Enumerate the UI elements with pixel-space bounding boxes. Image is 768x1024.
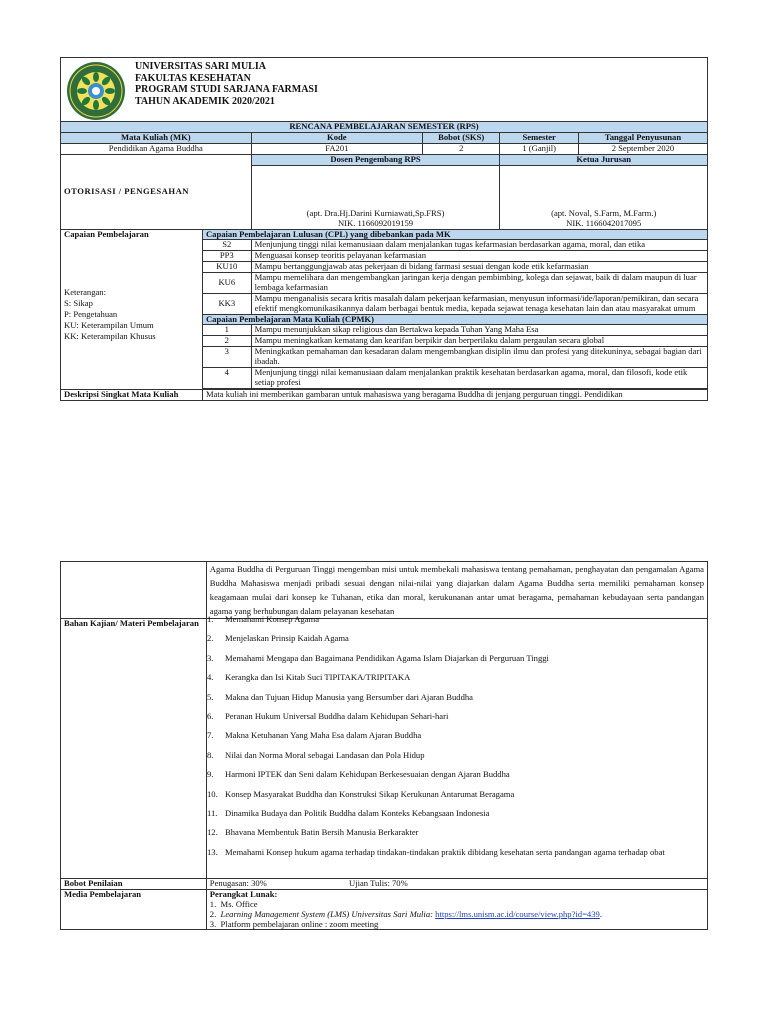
- bobot-penugasan: Penugasan: 30%: [209, 878, 267, 888]
- bobot-ujian: Ujian Tulis: 70%: [349, 878, 408, 888]
- course-sks: 2: [423, 143, 500, 154]
- legend-item: P: Pengetahuan: [64, 309, 118, 320]
- cpl-text: Menjunjung tinggi nilai kemanusiaan dalam menjalankan tugas kefarmasian berdasarkan agama, moral, dan etika: [251, 240, 707, 251]
- dosen-name: (apt. Dra.Hj.Darini Kurniawati,Sp.FRS): [306, 207, 445, 218]
- bahan-item-text: Bhavana Membentuk Batin Bersih Manusia Berkarakter: [225, 827, 419, 838]
- cpmk-text: Mampu menunjukkan sikap religious dan Bertakwa kepada Tuhan Yang Maha Esa: [251, 325, 707, 336]
- capaian-label-cell: [61, 229, 203, 389]
- media-label: Media Pembelajaran: [61, 889, 207, 930]
- ketua-nik: NIK. 1166042017095: [566, 217, 642, 228]
- bahan-item-text: Memahami Konsep Agama: [225, 614, 320, 624]
- cpl-text: Mampu memelihara dan mengembangkan jaringan kerja dengan pembimbing, kolega dan sejawat, baik di dalam maupun di luar lembaga kefarmasian: [251, 273, 707, 294]
- rps-table-page1: [60, 57, 708, 401]
- bahan-item-number: 5.: [207, 691, 214, 702]
- bahan-item-number: 9.: [207, 769, 214, 780]
- bahan-item: [207, 672, 705, 682]
- dosen-header: Dosen Pengembang RPS: [251, 154, 500, 165]
- ketua-signature-box: [500, 165, 708, 229]
- cpmk-code: 4: [202, 367, 251, 388]
- otorisasi-text: OTORISASI / PENGESAHAN: [64, 185, 189, 196]
- bahan-item: [207, 692, 705, 702]
- deskripsi-label: Deskripsi Singkat Mata Kuliah: [61, 389, 203, 400]
- cpmk-code: 3: [202, 347, 251, 368]
- bahan-item-text: Harmoni IPTEK dan Seni dalam Kehidupan Berkesesuaian dengan Ajaran Buddha: [225, 769, 510, 780]
- bahan-item-number: 8.: [207, 749, 214, 760]
- cpmk-code: 1: [202, 325, 251, 336]
- col-header-mk: Mata Kuliah (MK): [61, 132, 252, 143]
- ketua-name: (apt. Noval, S.Farm, M.Farm.): [551, 207, 657, 218]
- bahan-item-text: Memahami Konsep hukum agama terhadap tindakan-tindakan praktik dibidang kesehatan serta pandangan agama terhadap obat: [225, 846, 665, 857]
- course-semester: 1 (Ganjil): [500, 143, 579, 154]
- bahan-item-number: 2.: [207, 633, 214, 644]
- ketua-header: Ketua Jurusan: [500, 154, 708, 165]
- col-header-bobot: Bobot (SKS): [423, 132, 500, 143]
- cpl-text: Menguasai konsep teoritis pelayanan kefarmasian: [251, 251, 707, 262]
- bahan-item-number: 10.: [207, 788, 218, 799]
- faculty-name: FAKULTAS KESEHATAN: [135, 72, 251, 84]
- bahan-item-number: 1.: [207, 614, 214, 624]
- bahan-item-number: 6.: [207, 711, 214, 721]
- bahan-item-number: 4.: [207, 672, 214, 683]
- legend-item: KU: Keterampilan Umum: [64, 320, 154, 331]
- bahan-item-text: Peranan Hukum Universal Buddha dalam Kehidupan Sehari-hari: [225, 711, 449, 721]
- bahan-item-text: Makna Ketuhanan Yang Maha Esa dalam Ajaran Buddha: [225, 730, 422, 741]
- legend: [64, 287, 199, 342]
- bahan-item: [207, 750, 705, 760]
- col-header-kode: Kode: [251, 132, 422, 143]
- cpmk-text: Mampu meningkatkan kematang dan kearifan berpikir dan berperilaku dalam pergaulan secara global: [251, 336, 707, 347]
- legend-item: KK: Keterampilan Khusus: [64, 331, 156, 342]
- cpl-code: KK3: [202, 293, 251, 314]
- dosen-signature-box: [251, 165, 500, 229]
- bobot-label: Bobot Penilaian: [61, 879, 207, 890]
- rps-title: RENCANA PEMBELAJARAN SEMESTER (RPS): [61, 122, 708, 133]
- course-date: 2 September 2020: [578, 143, 707, 154]
- university-name: UNIVERSITAS SARI MULIA: [135, 61, 266, 72]
- cpmk-header: Capaian Pembelajaran Mata Kuliah (CPMK): [202, 314, 707, 325]
- bahan-item-number: 7.: [207, 730, 214, 741]
- bahan-item-text: Memahami Mengapa dan Bagaimana Pendidikan Agama Islam Diajarkan di Perguruan Tinggi: [225, 652, 549, 663]
- cpl-code: S2: [202, 240, 251, 251]
- bahan-item: [207, 614, 705, 624]
- bahan-item: [207, 769, 705, 779]
- bahan-item-text: Dinamika Budaya dan Politik Buddha dalam Konteks Kebangsaan Indonesia: [225, 808, 490, 818]
- cpmk-text: Menjunjung tinggi nilai kemanusiaan dalam menjalankan praktik kesehatan berdasarkan agama, moral, dan filosofi, kode etik setiap profesi: [251, 367, 707, 388]
- bahan-item-number: 13.: [207, 846, 218, 857]
- bahan-item-text: Kerangka dan Isi Kitab Suci TIPITAKA/TRIPITAKA: [225, 672, 411, 683]
- cpl-code: KU10: [202, 262, 251, 273]
- deskripsi-label-cont: [61, 562, 207, 619]
- bahan-label: Bahan Kajian/ Materi Pembelajaran: [61, 619, 207, 879]
- media-cell: [206, 889, 707, 930]
- program-name: PROGRAM STUDI SARJANA FARMASI: [135, 84, 318, 95]
- cpmk-text: Meningkatkan pemahaman dan kesadaran dalam mengembangkan disiplin ilmu dan profesi yang ditekuninya, sebagai bagian dari ibadah.: [251, 347, 707, 368]
- legend-title: Keterangan:: [64, 287, 106, 298]
- bahan-item: [207, 711, 705, 721]
- lms-link[interactable]: https://lms.unism.ac.id/course/view.php?id=439: [435, 908, 600, 919]
- bahan-item-text: Makna dan Tujuan Hidup Manusia yang Bersumber dari Ajaran Buddha: [225, 691, 473, 702]
- bahan-item: [207, 847, 705, 857]
- academic-year: TAHUN AKADEMIK 2020/2021: [135, 95, 275, 107]
- cpl-code: KU6: [202, 273, 251, 294]
- course-code: FA201: [251, 143, 422, 154]
- media-item: 2. Learning Management System (LMS) Universitas Sari Mulia: https://lms.unism.ac.id/course/view.php?id=439.: [209, 908, 602, 919]
- col-header-tanggal: Tanggal Penyusunan: [578, 132, 707, 143]
- bahan-item: [207, 808, 705, 818]
- cpl-code: PP3: [202, 251, 251, 262]
- deskripsi-text-part1: Mata kuliah ini memberikan gambaran untuk mahasiswa yang beragama Buddha di jenjang perguruan tinggi. Pendidikan: [202, 389, 707, 400]
- media-item: 3. Platform pembelajaran online : zoom meeting: [209, 918, 379, 929]
- media-item: 1. Ms. Office: [209, 898, 258, 909]
- bahan-item-number: 3.: [207, 652, 214, 663]
- col-header-semester: Semester: [500, 132, 579, 143]
- capaian-label: Capaian Pembelajaran: [64, 228, 149, 239]
- bahan-item-number: 12.: [207, 827, 218, 838]
- institution-header: [61, 58, 708, 122]
- cpmk-code: 2: [202, 336, 251, 347]
- cpl-text: Mampu bertanggungjawab atas pekerjaan di bidang farmasi sesuai dengan kode etik kefarmasian: [251, 262, 707, 273]
- dosen-nik: NIK. 1166092019159: [337, 217, 414, 228]
- course-name: Pendidikan Agama Buddha: [61, 143, 252, 154]
- bahan-item-text: Menjelaskan Prinsip Kaidah Agama: [225, 633, 349, 644]
- bahan-item-text: Konsep Masyarakat Buddha dan Konstruksi Sikap Kerukunan Antarumat Beragama: [225, 788, 515, 799]
- cpl-header: Capaian Pembelajaran Lulusan (CPL) yang dibebankan pada MK: [202, 229, 707, 240]
- legend-item: S: Sikap: [64, 298, 93, 309]
- deskripsi-text-part2: Agama Buddha di Perguruan Tinggi mengemban misi untuk membekali mahasiswa tentang pemahaman, penghayatan dan pengamalan Agama Buddha Mahasiswa menjadi pribadi sesuai dengan nilai-nilai yang diajarkan dalam Agama Buddha serta memiliki pemahaman konsep keagamaan mulai dari konsep ke Tuhanan, etika dan moral, kerukunanan antar umat beragama, pemahaman kebudayaan serta pandangan agama yang berhubungan dalam pelayanan kesehatan: [206, 562, 707, 619]
- bahan-item-text: Nilai dan Norma Moral sebagai Landasan dan Pola Hidup: [225, 749, 425, 760]
- bahan-item: [207, 730, 705, 740]
- bobot-values: [206, 879, 707, 890]
- bahan-item: [207, 633, 705, 643]
- bahan-item: [207, 827, 705, 837]
- bahan-item-number: 11.: [207, 808, 218, 818]
- otorisasi-label: [61, 154, 252, 229]
- university-logo: [66, 61, 126, 121]
- bahan-item: [207, 653, 705, 663]
- bahan-item: [207, 789, 705, 799]
- media-heading: Perangkat Lunak:: [209, 888, 278, 899]
- cpl-text: Mampu menganalisis secara kritis masalah dalam pekerjaan kefarmasian, menyusun informasi/ide/laporan/pemikiran, dan secara efektif mengkomunikasikannya dalam berbagai bentuk media, kepada sejawat tenaga kesehatan lain dan atau masyarakat umum: [251, 293, 707, 314]
